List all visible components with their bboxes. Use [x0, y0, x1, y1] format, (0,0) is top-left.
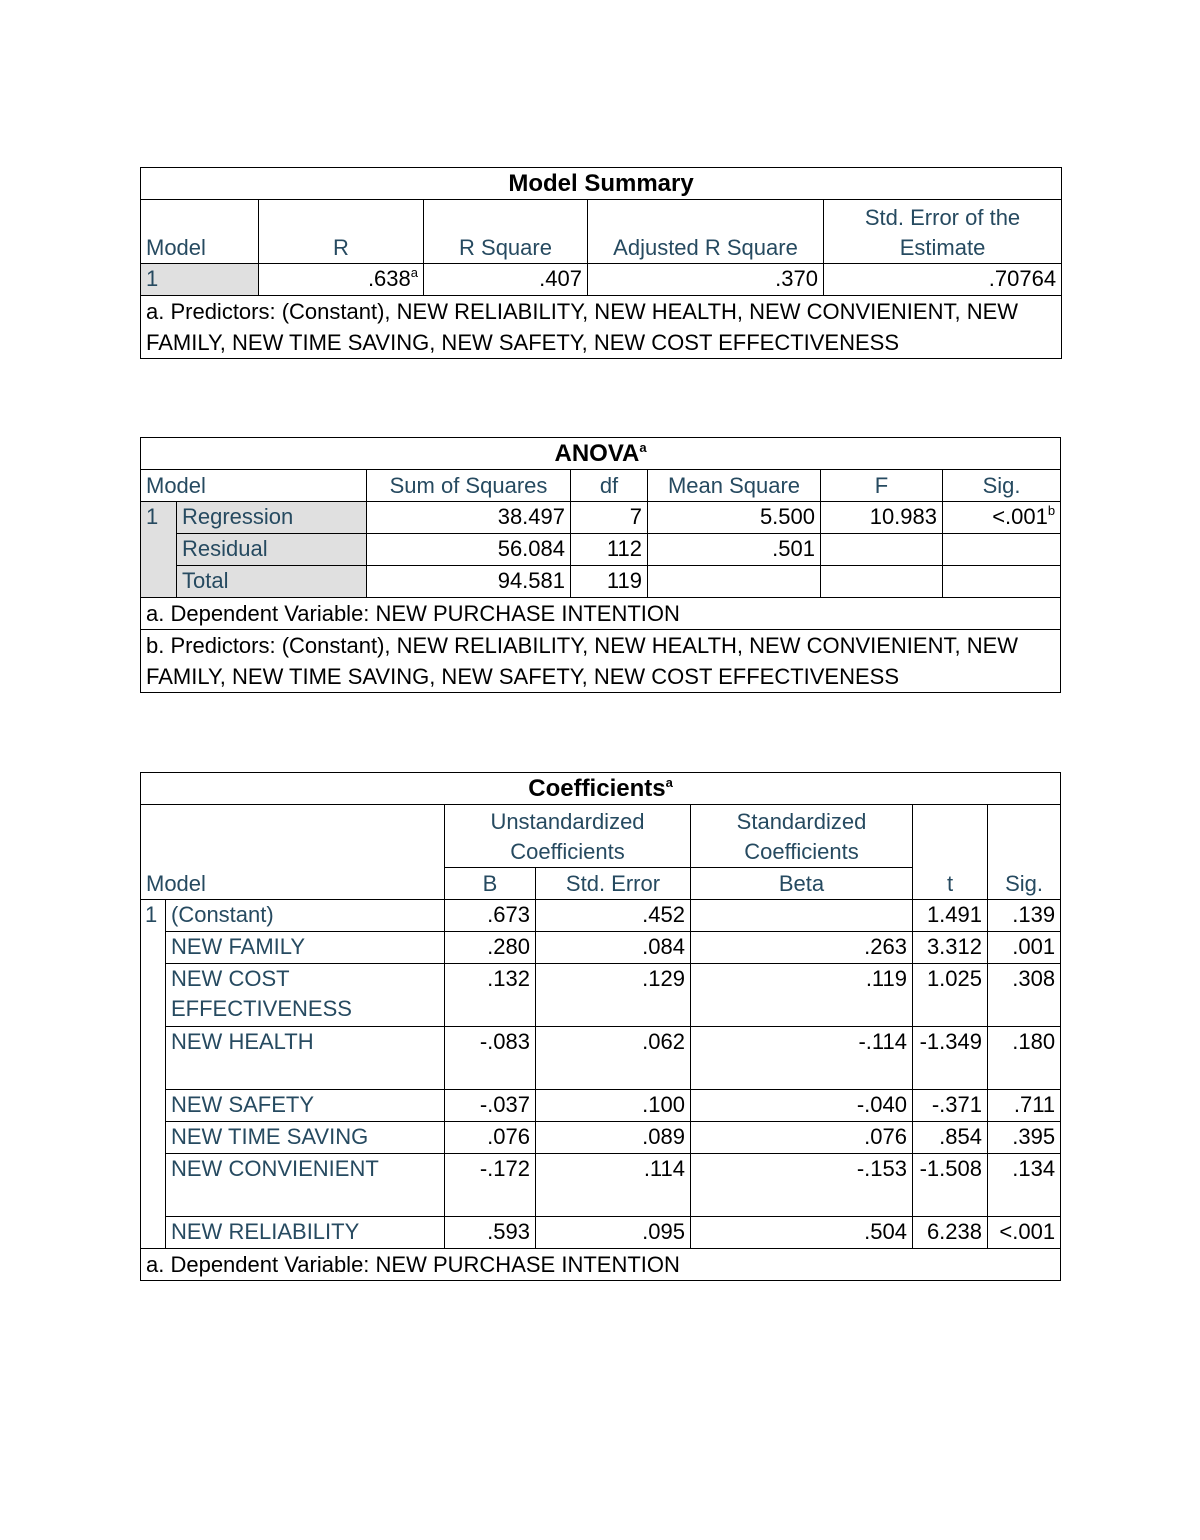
coef-std-error: .452 — [536, 900, 691, 932]
anova-ms — [648, 566, 821, 598]
std-error-value: .70764 — [824, 264, 1062, 296]
anova-row-label: Residual — [177, 534, 367, 566]
model-summary-table — [140, 167, 1062, 359]
anova-header-f: F — [821, 470, 943, 502]
coef-std-error: .114 — [536, 1154, 691, 1217]
anova-df: 112 — [571, 534, 648, 566]
header-r-square: R Square — [424, 200, 588, 264]
coef-header-unstandardized: Unstandardized Coefficients — [445, 805, 691, 868]
model-summary-title: Model Summary — [141, 168, 1062, 200]
coef-b: -.083 — [445, 1027, 536, 1090]
coef-row-label: NEW FAMILY — [166, 932, 445, 964]
coef-t: 3.312 — [913, 932, 988, 964]
model-number: 1 — [141, 264, 259, 296]
coef-sig: .134 — [988, 1154, 1061, 1217]
anova-footnote-a: a. Dependent Variable: NEW PURCHASE INTENTION — [141, 598, 1061, 630]
anova-title: ANOVA$^a$ — [141, 438, 1061, 470]
coef-header-model: Model — [141, 805, 445, 900]
coef-beta: -.114 — [691, 1027, 913, 1090]
anova-footnote-b: b. Predictors: (Constant), NEW RELIABILITY, NEW HEALTH, NEW CONVIENIENT, NEW FAMILY, NEW TIME SAVING, NEW SAFETY, NEW COST EFFECTIVENESS — [141, 630, 1061, 693]
anova-header-df: df — [571, 470, 648, 502]
coef-row-label: NEW SAFETY — [166, 1090, 445, 1122]
coef-header-t: t — [913, 805, 988, 900]
coef-t: -1.349 — [913, 1027, 988, 1090]
anova-ss: 38.497 — [367, 502, 571, 534]
anova-df: 7 — [571, 502, 648, 534]
coef-beta: .076 — [691, 1122, 913, 1154]
coef-header-sig: Sig. — [988, 805, 1061, 900]
coef-beta: .119 — [691, 964, 913, 1027]
coef-row-label: NEW HEALTH — [166, 1027, 445, 1090]
anova-header-sig: Sig. — [943, 470, 1061, 502]
coef-header-std-error: Std. Error — [536, 868, 691, 900]
coef-b: .132 — [445, 964, 536, 1027]
r-value: .638$^a$ — [259, 264, 424, 296]
coef-sig: .395 — [988, 1122, 1061, 1154]
coef-row-label: NEW RELIABILITY — [166, 1217, 445, 1249]
model-summary-footnote: a. Predictors: (Constant), NEW RELIABILITY, NEW HEALTH, NEW CONVIENIENT, NEW FAMILY, NEW TIME SAVING, NEW SAFETY, NEW COST EFFECTIVENESS — [141, 296, 1062, 359]
anova-ss: 94.581 — [367, 566, 571, 598]
coef-sig: .001 — [988, 932, 1061, 964]
anova-f — [821, 534, 943, 566]
coef-beta: -.040 — [691, 1090, 913, 1122]
anova-header-model: Model — [141, 470, 367, 502]
header-model: Model — [141, 200, 259, 264]
coef-row-label: NEW COST EFFECTIVENESS — [166, 964, 445, 1027]
coef-beta: -.153 — [691, 1154, 913, 1217]
anova-header-sum-of-squares: Sum of Squares — [367, 470, 571, 502]
coef-sig: .139 — [988, 900, 1061, 932]
coef-b: .076 — [445, 1122, 536, 1154]
coef-header-standardized: Standardized Coefficients — [691, 805, 913, 868]
coef-std-error: .089 — [536, 1122, 691, 1154]
coef-std-error: .095 — [536, 1217, 691, 1249]
coef-t: -.371 — [913, 1090, 988, 1122]
header-r: R — [259, 200, 424, 264]
coef-std-error: .129 — [536, 964, 691, 1027]
anova-f — [821, 566, 943, 598]
anova-table — [140, 437, 1061, 693]
anova-sig — [943, 566, 1061, 598]
coef-header-b: B — [445, 868, 536, 900]
coef-b: .280 — [445, 932, 536, 964]
coef-beta: .263 — [691, 932, 913, 964]
coef-t: -1.508 — [913, 1154, 988, 1217]
anova-ss: 56.084 — [367, 534, 571, 566]
anova-row-label: Total — [177, 566, 367, 598]
coef-row-label: NEW CONVIENIENT — [166, 1154, 445, 1217]
coef-sig: .711 — [988, 1090, 1061, 1122]
header-adjusted-r-square: Adjusted R Square — [588, 200, 824, 264]
anova-df: 119 — [571, 566, 648, 598]
coef-model-number: 1 — [141, 900, 166, 1249]
anova-model-number: 1 — [141, 502, 177, 598]
coef-beta: .504 — [691, 1217, 913, 1249]
anova-ms: 5.500 — [648, 502, 821, 534]
adjusted-r-square-value: .370 — [588, 264, 824, 296]
coef-t: 1.025 — [913, 964, 988, 1027]
coefficients-footnote: a. Dependent Variable: NEW PURCHASE INTENTION — [141, 1249, 1061, 1281]
coef-row-label: (Constant) — [166, 900, 445, 932]
coef-b: .593 — [445, 1217, 536, 1249]
anova-sig: <.001$^b$ — [943, 502, 1061, 534]
coef-beta — [691, 900, 913, 932]
anova-header-mean-square: Mean Square — [648, 470, 821, 502]
coef-header-beta: Beta — [691, 868, 913, 900]
coef-t: 6.238 — [913, 1217, 988, 1249]
coefficients-title: Coefficients$^a$ — [141, 773, 1061, 805]
anova-f: 10.983 — [821, 502, 943, 534]
coefficients-table — [140, 772, 1061, 1281]
coef-t: .854 — [913, 1122, 988, 1154]
anova-ms: .501 — [648, 534, 821, 566]
coef-t: 1.491 — [913, 900, 988, 932]
coef-sig: .180 — [988, 1027, 1061, 1090]
coef-b: -.037 — [445, 1090, 536, 1122]
coef-sig: .308 — [988, 964, 1061, 1027]
coef-b: -.172 — [445, 1154, 536, 1217]
anova-sig — [943, 534, 1061, 566]
coef-std-error: .100 — [536, 1090, 691, 1122]
coef-std-error: .084 — [536, 932, 691, 964]
coef-b: .673 — [445, 900, 536, 932]
coef-sig: <.001 — [988, 1217, 1061, 1249]
coef-std-error: .062 — [536, 1027, 691, 1090]
header-std-error: Std. Error of the Estimate — [824, 200, 1062, 264]
anova-row-label: Regression — [177, 502, 367, 534]
r-square-value: .407 — [424, 264, 588, 296]
coef-row-label: NEW TIME SAVING — [166, 1122, 445, 1154]
